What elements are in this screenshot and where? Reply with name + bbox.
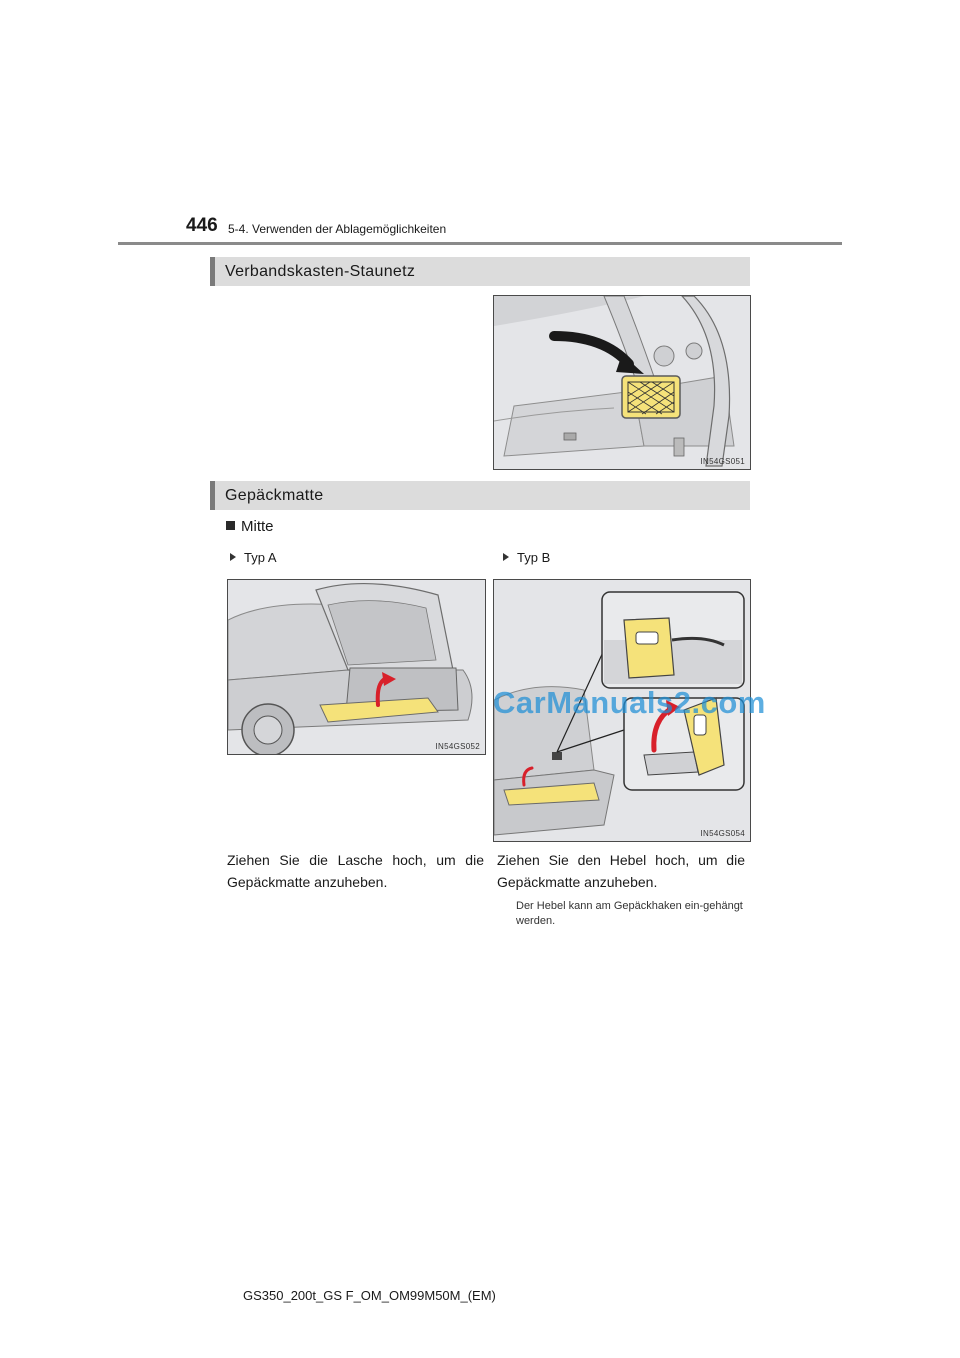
page-number: 446 xyxy=(186,215,218,236)
square-bullet-icon xyxy=(226,521,235,530)
note-type-b: Der Hebel kann am Gepäckhaken ein-gehängt werden. xyxy=(516,900,743,927)
running-header: 5-4. Verwenden der Ablagemöglichkeiten xyxy=(228,222,447,236)
subheading-center xyxy=(226,518,274,535)
section-title: Gepäckmatte xyxy=(225,487,324,504)
trunk-net-illustration xyxy=(494,296,750,469)
section-title: Verbandskasten-Staunetz xyxy=(225,263,416,280)
figure-first-aid-net xyxy=(493,295,751,470)
variant-label-text: Typ B xyxy=(517,550,551,565)
figure-code: IN54GS054 xyxy=(700,829,745,838)
figure-code: IN54GS052 xyxy=(435,742,480,751)
instruction-type-b: Ziehen Sie den Hebel hoch, um die Gepäckmatte anzuheben. xyxy=(497,852,745,890)
variant-label-type-b xyxy=(503,550,550,565)
variant-label-type-a xyxy=(230,550,277,565)
triangle-bullet-icon xyxy=(503,553,509,561)
triangle-bullet-icon xyxy=(230,553,236,561)
sedan-trunk-illustration xyxy=(228,580,485,754)
header-rule xyxy=(118,242,842,245)
variant-label-text: Typ A xyxy=(244,550,277,565)
section-accent xyxy=(210,481,215,510)
figure-type-a xyxy=(227,579,486,755)
instruction-type-a: Ziehen Sie die Lasche hoch, um die Gepäckmatte anzuheben. xyxy=(227,852,484,890)
section-accent xyxy=(210,257,215,286)
figure-code: IN54GS051 xyxy=(700,457,745,466)
section-heading-first-aid-net xyxy=(210,257,750,286)
footer-document-code: GS350_200t_GS F_OM_OM99M50M_(EM) xyxy=(243,1288,496,1303)
section-heading-luggage-mat xyxy=(210,481,750,510)
subheading-text: Mitte xyxy=(241,518,274,535)
watermark: CarManuals2.com xyxy=(493,685,766,720)
